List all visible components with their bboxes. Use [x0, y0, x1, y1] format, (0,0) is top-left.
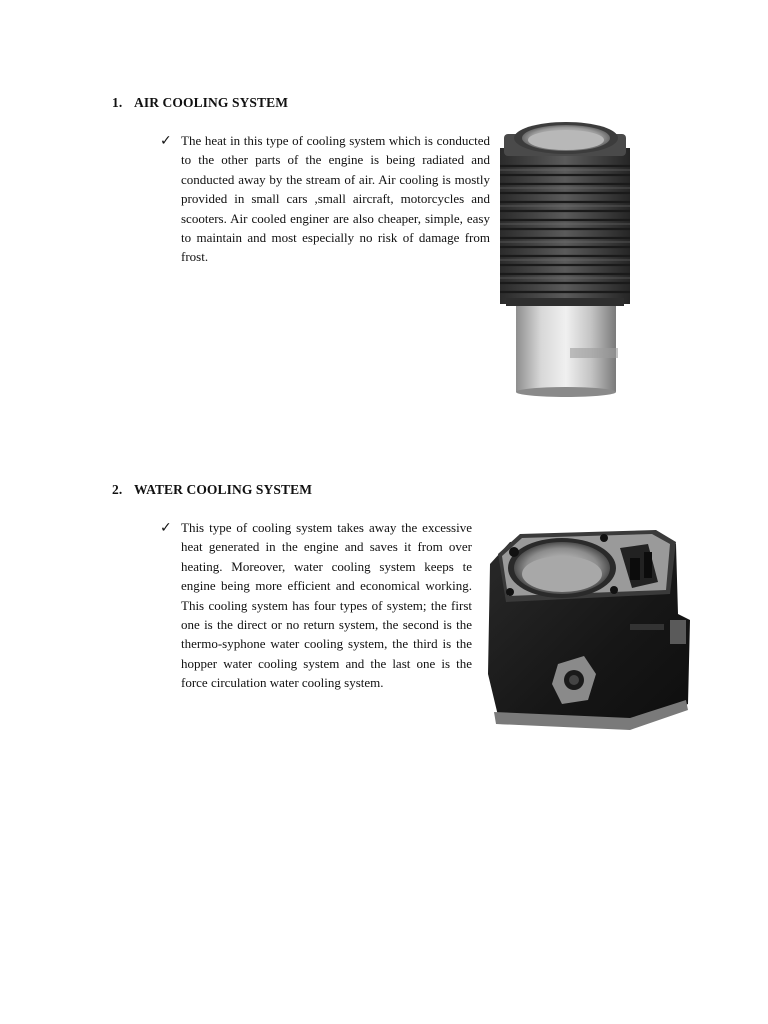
section-2-heading	[112, 482, 312, 498]
section-2-title: WATER COOLING SYSTEM	[134, 482, 313, 497]
section-1-number: 1.	[112, 95, 123, 110]
checkmark-icon: ✓	[160, 520, 172, 536]
section-1-heading	[112, 95, 288, 111]
section-2-number: 2.	[112, 482, 123, 497]
checkmark-icon: ✓	[160, 133, 172, 149]
section-1-title: AIR COOLING SYSTEM	[134, 95, 289, 110]
section-2-body: This type of cooling system takes away the excessive heat generated in the engine and saves it from over heating. Moreover, water cooling system keeps te engine being more efficient and economical working. This cooling system has four types of system; the first one is the direct or no return system, the second is the thermo-syphone water cooling system, the third is the hopper water cooling system and the last one is the force circulation water cooling system.	[181, 520, 472, 691]
section-1-body: The heat in this type of cooling system which is conducted to the other parts of the engine is being radiated and conducted away by the stream of air. Air cooling is mostly provided in small cars ,small aircraft, motorcycles and scooters. Air cooled enginer are also cheaper, simple, easy to maintain and most especially no risk of damage from frost.	[181, 133, 490, 265]
water-cooled-cylinder-block-image	[480, 524, 702, 736]
air-cooled-cylinder-image	[494, 120, 636, 398]
